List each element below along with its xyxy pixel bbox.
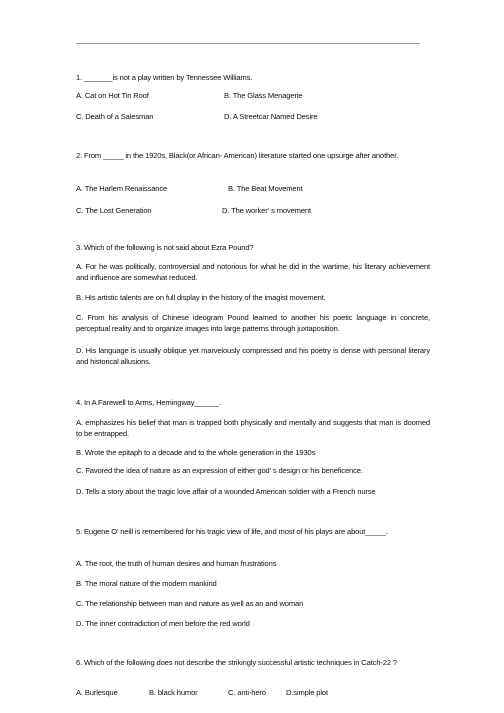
question-4-option-d: D. Tells a story about the tragic love affair of a wounded American soldier with a French nurse xyxy=(76,487,376,496)
question-5-option-b: B. The moral nature of the modern mankind xyxy=(76,579,217,588)
question-6-option-a: A. Burlesque xyxy=(76,688,118,697)
question-6-stem: 6. Which of the following does not describe the strikingly successful artistic techniques in Catch-22 ? xyxy=(76,658,397,667)
question-3-option-b: B. His artistic talents are on full display in the history of the imagist movement. xyxy=(76,293,326,302)
question-3-option-d: D. His language is usually oblique yet marvelously compressed and his poetry is dense with personal literary and historical allusions. xyxy=(76,346,430,366)
question-5-option-a: A. The root, the truth of human desires and human frustrations xyxy=(76,559,277,568)
question-1-option-d: D. A Streetcar Named Desire xyxy=(224,112,318,121)
header-rule xyxy=(76,43,420,44)
question-4-option-b: B. Wrote the epitaph to a decade and to the whole generation in the 1930s xyxy=(76,448,316,457)
question-5-option-c: C. The relationship between man and nature as well as an and woman xyxy=(76,599,304,608)
question-5-stem: 5. Eugene O’ neill is remembered for his tragic view of life, and most of his plays are about_____. xyxy=(76,527,388,536)
question-6-option-d: D.simple plot xyxy=(286,688,328,697)
question-4-stem: 4. In A Farewell to Arms, Hemingway______. xyxy=(76,398,221,407)
question-3-option-a: A. For he was politically, controversial and notorious for what he did in the wartime, his literary achievement and influence are somewhat reduced. xyxy=(76,262,430,282)
question-4-option-a: A. emphasizes his belief that man is trapped both physically and mentally and suggests that man is doomed to be entrapped. xyxy=(76,418,430,438)
question-4-option-c: C. Favored the idea of nature as an expression of either god’ s design or his beneficence. xyxy=(76,466,363,475)
question-2-stem: 2. From _____ in the 1920s, Black(or African- American) literature started one upsurge after another. xyxy=(76,151,399,160)
question-2-option-c: C. The Lost Generation xyxy=(76,206,152,215)
question-1-stem: 1. _______is not a play written by Tennessee Williams. xyxy=(76,73,253,82)
question-6-option-b: B. black humor xyxy=(149,688,198,697)
question-3-stem: 3. Which of the following is not said about Ezra Pound? xyxy=(76,243,254,252)
question-2-option-d: D. The worker’ s movement xyxy=(222,206,311,215)
question-1-option-b: B. The Glass Menagerie xyxy=(224,91,303,100)
question-6-option-c: C. anti-hero xyxy=(228,688,266,697)
question-3-option-c: C. From his analysis of Chinese ideogram Pound learned to another his poetic language in concrete, perceptual reality and to organize images into large patterns through juxtaposition. xyxy=(76,313,430,333)
question-1-option-c: C. Death of a Salesman xyxy=(76,112,154,121)
question-1-option-a: A. Cat on Hot Tin Roof xyxy=(76,91,149,100)
question-2-option-a: A. The Harlem Renaissance xyxy=(76,184,168,193)
question-5-option-d: D. The inner contradiction of men before the red world xyxy=(76,619,250,628)
question-2-option-b: B. The Beat Movement xyxy=(228,184,303,193)
